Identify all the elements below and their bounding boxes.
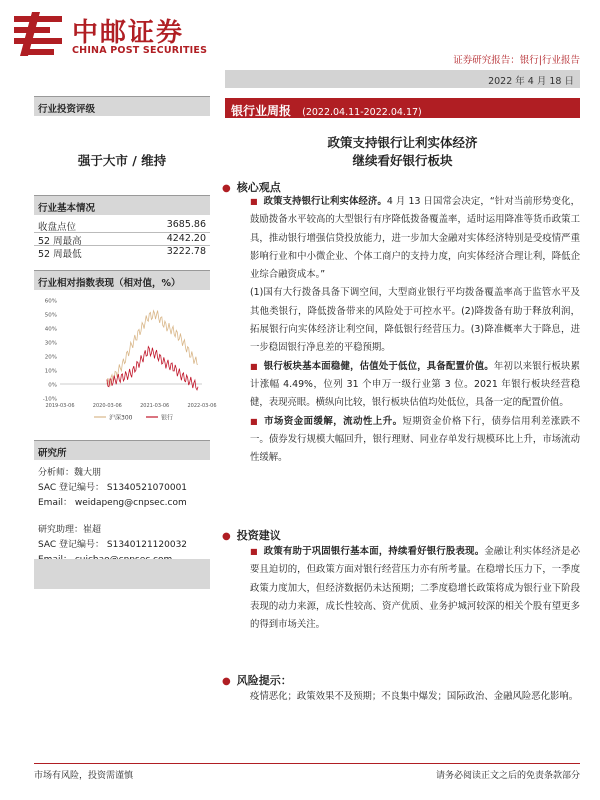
headline-line-2: 继续看好银行板块	[352, 153, 453, 168]
x-tick-label: 2021-03-06	[140, 402, 170, 409]
fact-value: 4242.20	[166, 232, 206, 244]
analyst-email: Email： weidapeng@cnpsec.com	[38, 497, 187, 508]
paragraph-5: ■ 政策有助于巩固银行基本面，持续看好银行股表现。金融让利实体经济是必要且迫切的，但政策方面对银行经营压力亦有所考量。在稳增长压力下，一季度政策力度加大，但经济数据仍未达预期；二季度稳增长政策将成为银行业下阶段表现的动力来源，成长性较高、资产优质、业务护城河较深的相关个股有望更多的得到市场关注。	[250, 546, 580, 631]
square-bullet-icon: ■	[250, 197, 258, 206]
headline	[225, 134, 580, 170]
relative-index-chart	[34, 290, 217, 440]
y-tick-label: -10%	[42, 396, 57, 402]
y-tick-label: 0%	[48, 382, 57, 388]
core-body	[250, 193, 580, 467]
chart-svg	[34, 290, 217, 440]
footer-left: 市场有风险，投资需谨慎	[34, 771, 134, 781]
section-risk: ● 风险提示：	[222, 674, 292, 687]
fact-label: 52 周最高	[38, 235, 82, 247]
assistant-sac: SAC 登记编号： S1340121120032	[38, 539, 188, 550]
bullet-icon: ●	[222, 676, 231, 687]
fact-row	[34, 246, 210, 260]
square-bullet-icon: ■	[250, 416, 259, 426]
company-logo	[10, 8, 210, 60]
bullet-icon: ●	[222, 531, 231, 542]
paragraph-6: 疫情恶化；政策效果不及预期；不良集中爆发；国际政治、金融风险恶化影响。	[250, 691, 579, 702]
date-bar	[225, 70, 580, 88]
analyst-name: 分析师：魏大朋	[38, 467, 102, 478]
fact-label: 52 周最低	[38, 249, 82, 260]
facts-table	[34, 219, 210, 260]
analyst-info	[34, 460, 210, 568]
analyst-sac: SAC 登记编号： S1340521070001	[38, 482, 188, 493]
rating-title: 行业投资评级	[34, 96, 210, 116]
bullet-icon: ●	[222, 183, 231, 194]
legend-label: 银行	[161, 414, 174, 421]
fact-row	[34, 233, 210, 247]
report-date: 2022 年 4 月 18 日	[488, 76, 574, 87]
paragraph-3: ■ 银行板块基本面稳健，估值处于低位，具备配置价值。年初以来银行板块累计涨幅 4.49%，位列 31 个申万一级行业第 3 位。2021 年银行板块经营稳健，表现亮眼。横纵向比较，银行板块估值均处低位，具备一定的配置价值。	[250, 360, 580, 409]
logo-chinese-name: 中邮证券	[72, 18, 185, 48]
fact-value: 3685.86	[166, 219, 206, 230]
paragraph-1: ■ 政策支持银行让利实体经济。4 月 13 日国常会决定，“针对当前形势变化，鼓励拨备水平较高的大型银行有序降低拨备覆盖率，适时运用降准等货币政策工具，推动银行增强信贷投放能力，进一步加大金融对实体经济特别是受疫情严重影响行业和中小微企业、个体工商户的支持力度，向实体经济合理让利，降低企业综合融资成本。”	[250, 196, 580, 281]
y-tick-label: 40%	[44, 326, 57, 332]
breadcrumb: 证券研究报告：银行|行业报告	[453, 55, 580, 66]
footer-divider	[34, 763, 580, 764]
invest-body	[250, 543, 580, 634]
analyst-title: 研究所	[34, 440, 210, 460]
sidebar-footer-bar	[34, 559, 210, 589]
paragraph-2: (1)国有大行拨备具备下调空间，大型商业银行平均拨备覆盖率高于监管水平及其他类银行，降低拨备带来的风险处于可控水平。(2)降拨备有助于释放利润，拓展银行向实体经济让利空间，降低银行经营压力。(3)降准概率大于降息，进一步稳固银行净息差的平稳预期。	[250, 287, 580, 354]
chart-title: 行业相对指数表现（相对值，%）	[34, 270, 210, 290]
report-title: 银行业周报	[231, 104, 292, 118]
risk-body	[250, 688, 580, 706]
legend-label: 沪深300	[109, 414, 133, 421]
fact-value: 3222.78	[166, 246, 206, 257]
assistant-name: 研究助理：崔超	[38, 524, 102, 535]
section-invest: ● 投资建议	[222, 529, 281, 542]
footer-right: 请务必阅读正文之后的免责条款部分	[435, 771, 580, 781]
facts-title: 行业基本情况	[34, 195, 210, 215]
sidebar	[34, 96, 217, 580]
fact-row	[34, 219, 210, 233]
paragraph-4: ■ 市场资金面缓解，流动性上升。短期资金价格下行，债券信用利差涨跌不一。债券发行规模大幅回升，银行理财、同业存单发行规模环比上升，市场流动性缓解。	[250, 415, 580, 464]
section-core: ● 核心观点	[222, 181, 281, 194]
x-tick-label: 2019-03-06	[45, 402, 75, 409]
square-bullet-icon: ■	[250, 547, 258, 556]
logo-english-name: CHINA POST SECURITIES	[72, 45, 208, 56]
square-bullet-icon: ■	[250, 361, 258, 371]
y-tick-label: 60%	[44, 298, 57, 304]
y-tick-label: 50%	[44, 312, 57, 318]
y-tick-label: 30%	[44, 340, 57, 346]
headline-line-1: 政策支持银行让利实体经济	[327, 135, 478, 150]
x-tick-label: 2020-03-06	[92, 402, 122, 409]
report-title-bar	[225, 98, 580, 118]
china-post-logo-icon	[10, 10, 66, 58]
y-tick-label: 20%	[44, 354, 57, 360]
y-tick-label: 10%	[44, 368, 57, 374]
fact-label: 收盘点位	[38, 222, 77, 233]
x-tick-label: 2022-03-06	[187, 402, 217, 409]
report-period: (2022.04.11-2022.04.17)	[302, 107, 422, 118]
rating-value: 强于大市 / 维持	[77, 153, 167, 168]
